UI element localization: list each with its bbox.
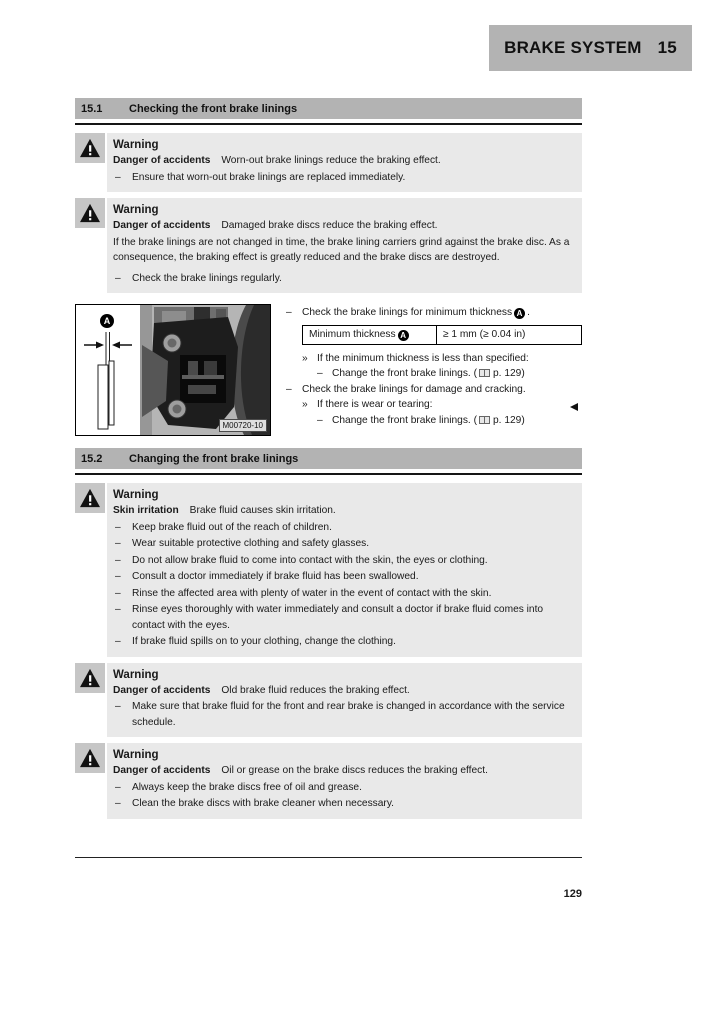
hazard-statement: Brake fluid causes skin irritation.: [189, 505, 336, 516]
dash-marker: –: [115, 798, 121, 809]
hazard-label: Danger of accidents: [113, 220, 211, 231]
chapter-header: [489, 25, 692, 71]
warning-hazard-line: [113, 153, 574, 169]
page-number: 129: [563, 888, 582, 900]
warning-hazard-line: [113, 503, 574, 519]
bullet-text: Consult a doctor immediately if brake fluid has been swallowed.: [132, 571, 419, 582]
warning-body: [107, 663, 582, 738]
footer-rule: [75, 857, 582, 858]
action-text: Change the front brake linings. ( p. 129): [332, 368, 525, 379]
warning-triangle-icon: [75, 133, 105, 163]
section-heading-15-1: [75, 98, 582, 125]
warning-bullet: [113, 796, 574, 812]
warning-title: Warning: [113, 204, 159, 216]
dash-marker: –: [115, 587, 121, 599]
section-number: 15.2: [81, 452, 103, 465]
warning-hazard-line: [113, 218, 574, 234]
hazard-statement: Damaged brake discs reduce the braking effect.: [221, 220, 438, 231]
section-heading-15-2: [75, 448, 582, 475]
procedure-column: [271, 304, 582, 436]
warning-title: Warning: [113, 749, 159, 761]
warning-body: [107, 133, 582, 192]
warning-bullet: [113, 586, 574, 602]
section-rule: [75, 473, 582, 475]
bullet-text: Rinse eyes thoroughly with water immediately and consult a doctor if brake fluid comes into contact with the eyes.: [132, 604, 544, 631]
book-icon: [479, 369, 490, 377]
chapter-number: 15: [657, 38, 677, 57]
warning-hazard-line: [113, 763, 574, 779]
bullet-text: Ensure that worn-out brake linings are replaced immediately.: [132, 171, 406, 183]
step-text: Check the brake linings for minimum thickness A .: [302, 307, 530, 318]
bullet-text: Wear suitable protective clothing and safety glasses.: [132, 538, 370, 549]
bullet-text: Check the brake linings regularly.: [132, 272, 282, 284]
warning-bullet: [113, 699, 574, 730]
hazard-label: Danger of accidents: [113, 765, 211, 776]
hazard-label: Danger of accidents: [113, 155, 211, 166]
section-title: Changing the front brake linings: [129, 452, 299, 465]
hazard-label: Danger of accidents: [113, 684, 211, 696]
warning-body: [107, 483, 582, 657]
dash-marker: –: [286, 383, 292, 395]
arrow-marker: »: [302, 352, 308, 364]
page-reference: p. 129): [493, 368, 525, 379]
dash-marker: –: [115, 781, 121, 793]
warning-icon-column: [75, 198, 105, 293]
section-bar: [75, 98, 582, 119]
warning-bullet: [113, 520, 574, 536]
page-reference: p. 129): [493, 414, 525, 426]
measurement-badge-a: A: [100, 314, 114, 328]
warning-triangle-icon: [75, 483, 105, 513]
warning-triangle-icon: [75, 198, 105, 228]
spec-value-cell: ≥ 1 mm (≥ 0.04 in): [436, 325, 581, 344]
dash-marker: –: [286, 307, 292, 318]
procedure-action: [317, 413, 582, 429]
warning-icon-column: [75, 483, 105, 657]
hazard-statement: Old brake fluid reduces the braking effect.: [221, 684, 410, 696]
warning-box: [75, 483, 582, 657]
warning-triangle-icon: [75, 663, 105, 693]
dash-marker: –: [115, 272, 121, 284]
dash-marker: –: [115, 571, 121, 582]
warning-icon-column: [75, 133, 105, 192]
dash-marker: –: [115, 636, 121, 647]
minimum-thickness-table: [302, 325, 582, 345]
procedure-condition: [302, 397, 582, 413]
bullet-text: If brake fluid spills on to your clothing, change the clothing.: [132, 636, 396, 647]
dash-marker: –: [115, 538, 121, 549]
bullet-text: Make sure that brake fluid for the front and rear brake is changed in accordance with the service schedule.: [132, 701, 565, 728]
spec-label-cell: Minimum thickness A: [303, 325, 437, 344]
margin-marker-icon: [570, 403, 578, 411]
warning-box: [75, 133, 582, 192]
section-rule: [75, 123, 582, 125]
warning-body: [107, 198, 582, 293]
page-content: [75, 98, 582, 825]
warning-box: [75, 743, 582, 819]
dash-marker: –: [115, 554, 121, 566]
warning-icon-column: [75, 743, 105, 819]
hazard-label: Skin irritation: [113, 505, 179, 516]
warning-icon-column: [75, 663, 105, 738]
procedure-action: [317, 366, 582, 382]
badge-a-icon: A: [514, 308, 525, 319]
warning-bullet: [113, 536, 574, 552]
warning-box: [75, 198, 582, 293]
warning-triangle-icon: [75, 743, 105, 773]
bullet-text: Always keep the brake discs free of oil and grease.: [132, 781, 362, 793]
hazard-statement: Oil or grease on the brake discs reduces the braking effect.: [221, 765, 488, 776]
dash-marker: –: [317, 414, 323, 426]
warning-bullet: [113, 780, 574, 796]
dash-marker: –: [115, 171, 121, 183]
warning-bullet: [113, 553, 574, 569]
procedure-step: [285, 305, 582, 321]
warning-title: Warning: [113, 489, 159, 501]
book-icon: [479, 416, 490, 424]
step-text: Check the brake linings for damage and cracking.: [302, 383, 526, 395]
section-bar: [75, 448, 582, 469]
chapter-title: BRAKE SYSTEM: [504, 38, 642, 57]
section-title: Checking the front brake linings: [129, 102, 298, 115]
warning-paragraph: If the brake linings are not changed in time, the brake lining carriers grind against the brake disc. As a consequence, the braking effect is greatly reduced and the brake discs are destroyed.: [113, 236, 570, 263]
figure-procedure-row: [75, 304, 582, 436]
condition-text: If the minimum thickness is less than specified:: [317, 352, 529, 364]
procedure-step: [285, 382, 582, 398]
action-text: Change the front brake linings. ( p. 129): [332, 414, 525, 426]
warning-bullet: [113, 271, 574, 287]
warning-body: [107, 743, 582, 819]
dash-marker: –: [115, 701, 121, 712]
warning-bullet: [113, 170, 574, 186]
warning-bullet: [113, 602, 574, 633]
condition-text: If there is wear or tearing:: [317, 399, 433, 410]
table-row: [303, 325, 582, 344]
procedure-condition: [302, 351, 582, 367]
section-number: 15.1: [81, 102, 103, 115]
dash-marker: –: [317, 368, 323, 379]
dash-marker: –: [115, 521, 121, 533]
arrow-marker: »: [302, 399, 308, 410]
dash-marker: –: [115, 604, 121, 615]
bullet-text: Keep brake fluid out of the reach of children.: [132, 521, 332, 533]
warning-bullet: [113, 569, 574, 585]
warning-title: Warning: [113, 668, 159, 681]
hazard-statement: Worn-out brake linings reduce the braking effect.: [221, 155, 441, 166]
warning-title: Warning: [113, 139, 159, 151]
warning-bullet: [113, 634, 574, 650]
badge-a-icon: A: [398, 330, 409, 341]
bullet-text: Rinse the affected area with plenty of water in the event of contact with the skin.: [132, 587, 492, 599]
bullet-text: Clean the brake discs with brake cleaner when necessary.: [132, 798, 394, 809]
bullet-text: Do not allow brake fluid to come into contact with the skin, the eyes or clothing.: [132, 554, 488, 566]
warning-box: [75, 663, 582, 738]
figure-code-label: M00720-10: [219, 419, 267, 432]
brake-lining-figure: [75, 304, 271, 436]
warning-hazard-line: [113, 683, 574, 699]
